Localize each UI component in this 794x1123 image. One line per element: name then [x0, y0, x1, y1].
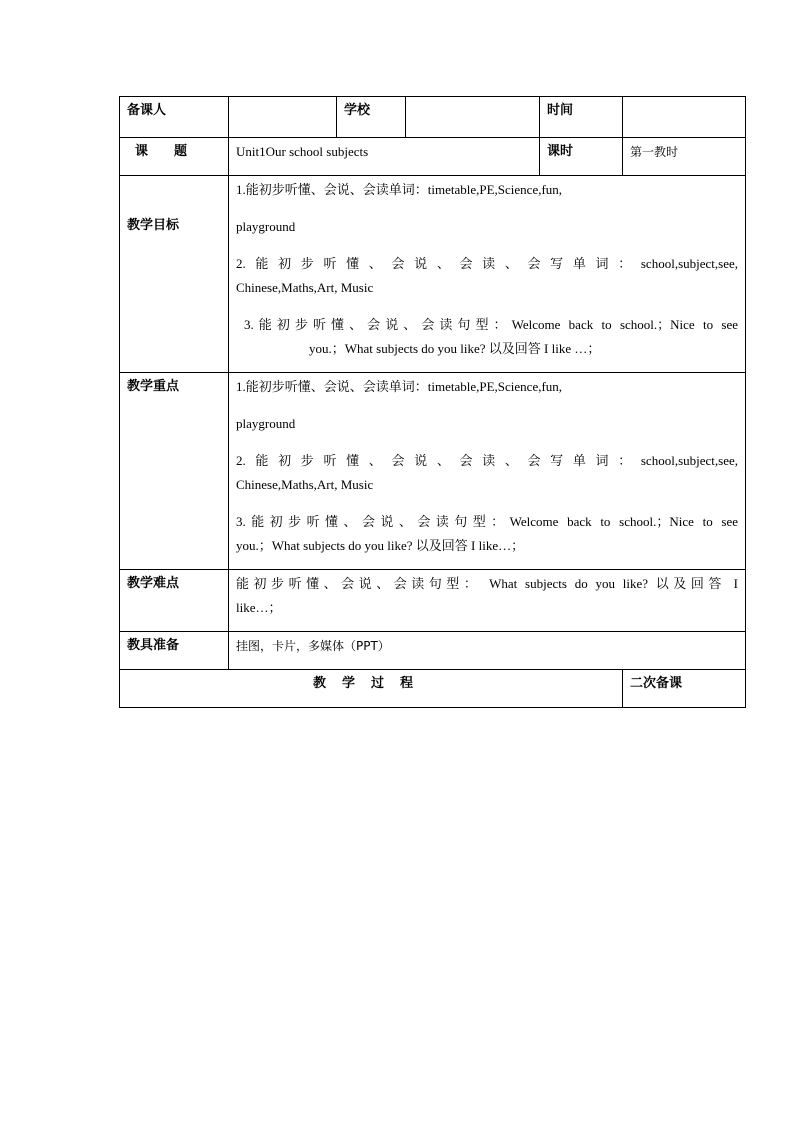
- objective-line-3b: you.；What subjects do you like? 以及回答 I like …；: [309, 341, 601, 356]
- key-point-line-2a: 2.能初步听懂、会说、会读、会写单词：school,subject,see,: [236, 453, 738, 468]
- topic-label-part2: 题: [174, 144, 188, 159]
- school-label: 学校: [337, 97, 406, 138]
- objective-line-1: 1.能初步听懂、会说、会读单词：timetable,PE,Science,fun,: [236, 182, 563, 197]
- time-label: 时间: [540, 97, 623, 138]
- process-header-row: [120, 670, 746, 708]
- process-label-cell: [120, 670, 623, 708]
- materials-label: 教具准备: [120, 632, 229, 670]
- preparer-value[interactable]: [229, 97, 337, 138]
- objective-line-1b: playground: [236, 219, 296, 234]
- key-point-line-1b: playground: [236, 416, 296, 431]
- preparer-label: 备课人: [120, 97, 229, 138]
- difficulties-label: 教学难点: [120, 570, 229, 632]
- difficulty-line-2: like…；: [236, 600, 282, 615]
- key-points-label: 教学重点: [120, 373, 229, 570]
- difficulties-content: [229, 570, 746, 632]
- materials-row: [120, 632, 746, 670]
- key-points-row: [120, 373, 746, 570]
- key-points-content: [229, 373, 746, 570]
- difficulties-row: [120, 570, 746, 632]
- topic-row: [120, 138, 746, 176]
- difficulty-line-1: 能初步听懂、会说、会读句型： What subjects do you like? 以及回答 I: [236, 576, 738, 591]
- objective-line-2a: 2.能初步听懂、会说、会读、会写单词：school,subject,see,: [236, 256, 738, 271]
- key-point-line-1: 1.能初步听懂、会说、会读单词：timetable,PE,Science,fun,: [236, 379, 563, 394]
- key-point-line-3b: you.；What subjects do you like? 以及回答 I like…；: [236, 538, 525, 553]
- objectives-content: [229, 176, 746, 373]
- objectives-label: 教学目标: [120, 176, 229, 373]
- materials-value: 挂图，卡片，多媒体（PPT）: [229, 632, 746, 670]
- topic-label: [120, 138, 229, 176]
- key-point-line-3a: 3.能初步听懂、会说、会读句型：Welcome back to school.；Nice to see: [236, 514, 738, 529]
- topic-value: Unit1Our school subjects: [229, 138, 540, 176]
- secondary-prep-label: 二次备课: [623, 670, 746, 708]
- time-value[interactable]: [623, 97, 746, 138]
- key-point-line-2b: Chinese,Maths,Art, Music: [236, 477, 374, 492]
- objective-line-3a: 3.能初步听懂、会说、会读句型：Welcome back to school.；Nice to see: [244, 317, 738, 332]
- lesson-plan-table: [119, 96, 746, 708]
- topic-label-part1: 课: [135, 144, 149, 159]
- header-row: [120, 97, 746, 138]
- school-value[interactable]: [406, 97, 540, 138]
- period-label: 课时: [540, 138, 623, 176]
- objective-line-2b: Chinese,Maths,Art, Music: [236, 280, 374, 295]
- objectives-row: [120, 176, 746, 373]
- period-value: 第一教时: [623, 138, 746, 176]
- process-label: 教学过程: [312, 676, 429, 691]
